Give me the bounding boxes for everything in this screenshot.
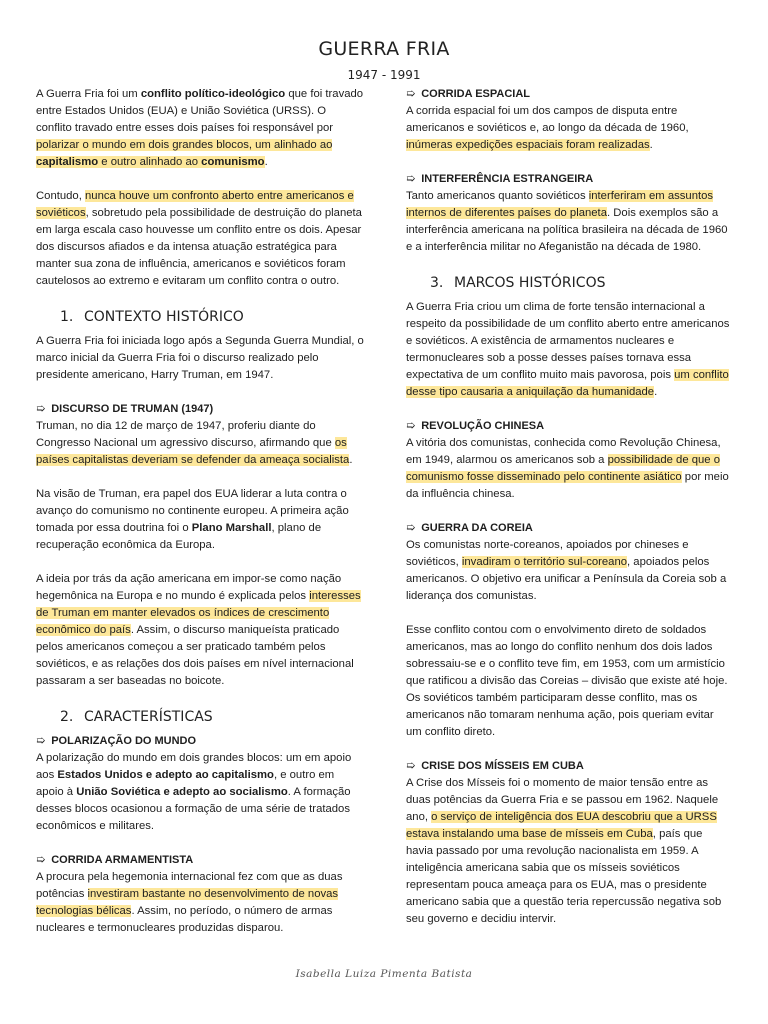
truman-paragraph-1: Truman, no dia 12 de março de 1947, proferiu diante do Congresso Nacional um agressivo discurso, afirmando que os países capitalistas deveriam se defender da ameaça socialista.: [36, 420, 353, 466]
armamentista-paragraph: A procura pela hegemonia internacional fez com que as duas potências investiram bastante no desenvolvimento de novas tecnologias bélicas. Assim, no período, o número de armas nucleares e termonucleares produzidas disparou.: [36, 871, 343, 934]
arrow-icon: ➯: [36, 854, 46, 866]
truman-paragraph-2: Na visão de Truman, era papel dos EUA liderar a luta contra o avanço do comunismo no continente europeu. A primeira ação tomada por essa doutrina foi o Plano Marshall, plano de recuperação econômica da Europa.: [36, 488, 349, 551]
left-column: [36, 86, 364, 937]
marcos-paragraph: A Guerra Fria criou um clima de forte tensão internacional a respeito da possibilidade de um conflito aberto entre americanos e soviéticos. A existência de armamentos nucleares e termonucleares sob a posse desses países tornava essa expectativa de um conflito muito mais pavorosa, pois um conflito desse tipo causaria a aniquilação da humanidade.: [406, 301, 730, 398]
subheading-crise-misseis: ➯ CRISE DOS MÍSSEIS EM CUBA: [406, 760, 584, 772]
page-subtitle: 1947 - 1991: [347, 68, 421, 82]
interferencia-paragraph: Tanto americanos quanto soviéticos interferiram em assuntos internos de diferentes países do planeta. Dois exemplos são a interferência americana na política brasileira na década de 1960 e a interferência militar no Afeganistão na década de 1980.: [406, 190, 728, 253]
section-heading-contexto: 1. CONTEXTO HISTÓRICO: [60, 309, 244, 325]
subheading-guerra-coreia: ➯ GUERRA DA COREIA: [406, 522, 533, 534]
subheading-discurso-truman: ➯ DISCURSO DE TRUMAN (1947): [36, 403, 214, 415]
polarizacao-paragraph: A polarização do mundo em dois grandes blocos: um em apoio aos Estados Unidos e adepto ao capitalismo, e outro em apoio à União Soviética e adepto ao socialismo. A formação desses blocos ocasionou a formação de uma série de tratados econômicos e militares.: [36, 752, 352, 832]
subheading-corrida-espacial: ➯ CORRIDA ESPACIAL: [406, 88, 530, 100]
arrow-icon: ➯: [406, 420, 416, 432]
author-signature: Isabella Luiza Pimenta Batista: [295, 968, 473, 980]
subheading-corrida-armamentista: ➯ CORRIDA ARMAMENTISTA: [36, 854, 194, 866]
arrow-icon: ➯: [406, 173, 416, 185]
truman-paragraph-3: A ideia por trás da ação americana em impor-se como nação hegemônica na Europa e no mundo é explicada pelos interesses de Truman em manter elevados os índices de crescimento econômico do país. Assim, o discurso maniqueísta praticado pelos americanos começou a ser praticado também pelos soviéticos, e as relações dos dois países em nível internacional passaram a ser baseadas no boicote.: [36, 573, 361, 687]
arrow-icon: ➯: [406, 522, 416, 534]
coreia-paragraph-2: Esse conflito contou com o envolvimento direto de soldados americanos, mas ao longo do conflito nenhum dos dois lados sobressaiu-se e o conflito teve fim, em 1953, com um armistício que ratificou a divisão das Coreias – divisão que existe até hoje. Os soviéticos também participaram desse conflito, mas os americanos não tomaram nenhuma ação, pois queriam evitar um conflito direto.: [406, 624, 728, 738]
crise-paragraph: A Crise dos Mísseis foi o momento de maior tensão entre as duas potências da Guerra Fria e se passou em 1962. Naquele ano, o serviço de inteligência dos EUA descobriu que a URSS estava instalando uma base de mísseis em Cuba, país que havia passado por uma revolução nacionalista em 1959. A inteligência americana sabia que os mísseis soviéticos representam pouca ameaça para os EUA, mas o presidente americano sabia que a questão teria repercussão negativa sob seu governo e decidiu intervir.: [406, 777, 722, 925]
chinesa-paragraph: A vitória dos comunistas, conhecida como Revolução Chinesa, em 1949, alarmou os americanos sob a possibilidade de que o comunismo fosse disseminado pelo continente asiático por meio da influência chinesa.: [406, 437, 729, 500]
espacial-paragraph: A corrida espacial foi um dos campos de disputa entre americanos e soviéticos e, ao longo da década de 1960, inúmeras expedições espaciais foram realizadas.: [406, 105, 689, 151]
arrow-icon: ➯: [36, 735, 46, 747]
page-title: GUERRA FRIA: [318, 38, 450, 60]
coreia-paragraph-1: Os comunistas norte-coreanos, apoiados por chineses e soviéticos, invadiram o território sul-coreano, apoiados pelos americanos. O objetivo era unificar a Península da Coreia sob a liderança dos comunistas.: [406, 539, 727, 602]
contexto-paragraph-1: A Guerra Fria foi iniciada logo após a Segunda Guerra Mundial, o marco inicial da Guerra Fria foi o discurso realizado pelo presidente americano, Harry Truman, em 1947.: [36, 335, 364, 381]
right-column: [406, 86, 732, 928]
subheading-polarizacao: ➯ POLARIZAÇÃO DO MUNDO: [36, 735, 197, 747]
section-heading-marcos: 3. MARCOS HISTÓRICOS: [430, 275, 606, 291]
subheading-interferencia: ➯ INTERFERÊNCIA ESTRANGEIRA: [406, 173, 594, 185]
arrow-icon: ➯: [406, 88, 416, 100]
intro-paragraph-1: A Guerra Fria foi um conflito político-ideológico que foi travado entre Estados Unidos (EUA) e União Soviética (URSS). O conflito travado entre esses dois países foi responsável por polarizar o mundo em dois grandes blocos, um alinhado ao capitalismo e outro alinhado ao comunismo.: [36, 88, 364, 168]
arrow-icon: ➯: [36, 403, 46, 415]
intro-paragraph-2: Contudo, nunca houve um confronto aberto entre americanos e soviéticos, sobretudo pela possibilidade de destruição do planeta em larga escala caso houvesse um conflito entre os dois. Apesar dos discursos afiados e da intensa atuação estratégica para manter sua zona de influência, americanos e soviéticos foram cautelosos ao extremo e evitaram um conflito contra o outro.: [36, 190, 362, 287]
subheading-revolucao-chinesa: ➯ REVOLUÇÃO CHINESA: [406, 420, 545, 432]
arrow-icon: ➯: [406, 760, 416, 772]
section-heading-caracteristicas: 2. CARACTERÍSTICAS: [60, 709, 213, 725]
